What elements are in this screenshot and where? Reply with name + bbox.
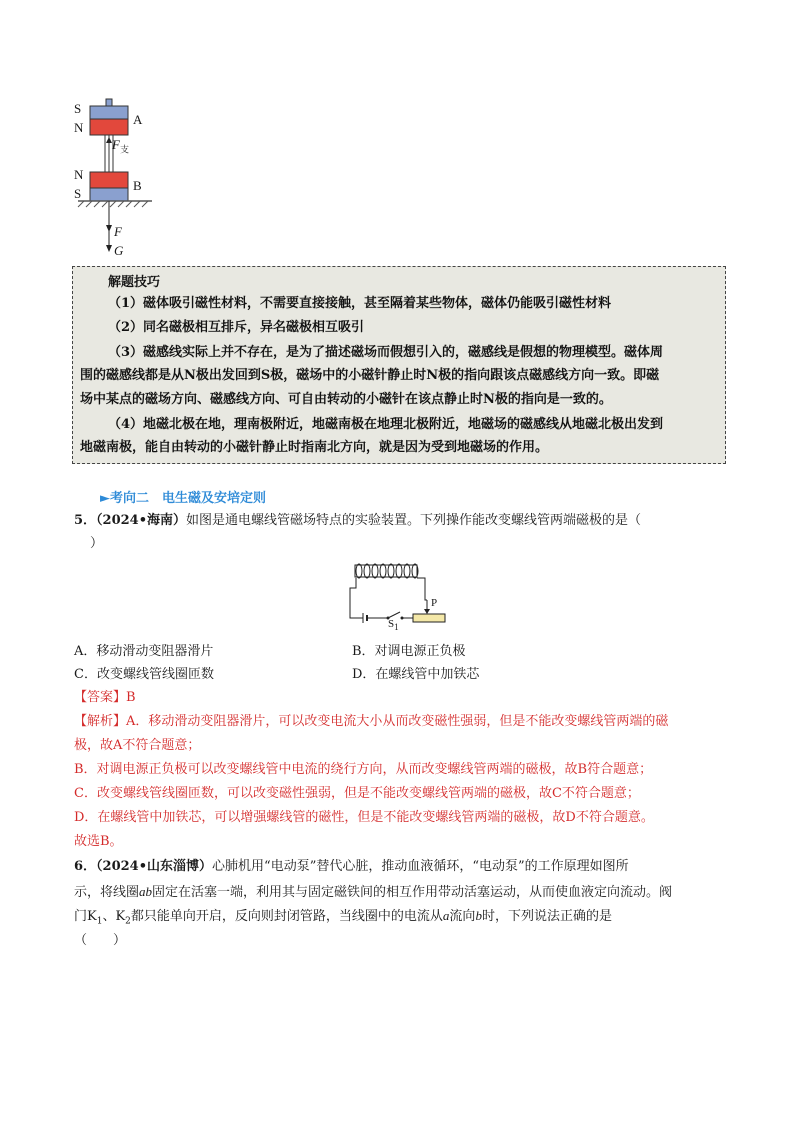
q6-line-3: 门$K_1$、$K_2$都只能单向开启，反向则封闭管路，当线圈中的电流从a流向b时，下列说法正确的是 [74, 908, 612, 927]
section-heading: ►考向二 电生磁及安培定则 [100, 491, 266, 506]
q5-stem: 5．（2024•海南）如图是通电螺线管磁场特点的实验装置。下列操作能改变螺线管两端磁极的是（ [74, 513, 642, 528]
label-g: G [114, 243, 124, 258]
magnet-b-south [90, 188, 128, 201]
label-s-top: S [74, 101, 82, 116]
tip-item-4-line-1: （4）地磁北极在地，理南极附近，地磁南极在地理北极附近，地磁场的磁感线从地磁北极出发到 [108, 417, 664, 432]
circuit-label-switch: $S_1$ [388, 618, 399, 633]
q5-answer: 【答案】B [74, 690, 136, 705]
tip-item-3-line-1: （3）磁感线实际上并不存在，是为了描述磁场而假想引入的，磁感线是假想的物理模型。磁体周 [108, 345, 664, 360]
q6-line-2: 示，将线圈ab固定在活塞一端，利用其与固定磁铁间的相互作用带动活塞运动，从而使血液定向流动。阀 [74, 884, 673, 900]
q5-stem-close: ） [90, 536, 104, 551]
q5-analysis-a-line-2: 极，故A不符合题意； [74, 738, 201, 753]
magnet-b-north [90, 172, 128, 188]
solenoid-circuit-diagram [345, 560, 465, 632]
tip-item-3-line-2: 围的磁感线都是从N极出发回到S极，磁场中的小磁针静止时N极的指向跟该点磁感线方向一致。即磁 [80, 368, 660, 383]
tip-item-4-line-2: 地磁南极，能自由转动的小磁针静止时指南北方向，就是因为受到地磁场的作用。 [80, 440, 549, 455]
circuit-label-p: P [431, 597, 438, 609]
magnet-a-south [90, 106, 128, 119]
q5-analysis-b: B．对调电源正负极可以改变螺线管中电流的绕行方向，从而改变螺线管两端的磁极，故B符合题意； [74, 762, 653, 777]
tip-item-3-line-3: 场中某点的磁场方向、磁感线方向、可自由转动的小磁针在该点静止时N极的指向是一致的。 [80, 392, 612, 407]
q6-answer-blank: （ ） [74, 933, 127, 948]
label-s-bottom: S [74, 186, 82, 201]
q5-option-d: D．在螺线管中加铁芯 [352, 667, 480, 682]
tips-title: 解题技巧 [108, 275, 161, 290]
q5-analysis-d: D．在螺线管中加铁芯，可以增强螺线管的磁性，但是不能改变螺线管两端的磁极，故D不符合题意。 [74, 810, 654, 825]
label-f-support: $F_支$ [112, 137, 129, 155]
label-f: F [114, 224, 122, 239]
q5-conclusion: 故选B。 [74, 834, 123, 849]
label-n-top: N [74, 120, 84, 135]
q5-analysis-a-line-1: 【解析】A．移动滑动变阻器滑片，可以改变电流大小从而改变磁性强弱，但是不能改变螺线管两端的磁 [74, 714, 669, 729]
q5-option-b: B．对调电源正负极 [352, 644, 466, 659]
tip-item-1: （1）磁体吸引磁性材料，不需要直接接触，甚至隔着某些物体，磁体仍能吸引磁性材料 [108, 296, 612, 311]
q5-analysis-c: C．改变螺线管线圈匝数，可以改变磁性强弱，但是不能改变螺线管两端的磁极，故C不符合题意； [74, 786, 640, 801]
label-n-bottom: N [74, 167, 84, 182]
q5-option-c: C．改变螺线管线圈匝数 [74, 667, 214, 682]
magnet-a-north [90, 119, 128, 135]
tip-item-2: （2）同名磁极相互排斥，异名磁极相互吸引 [108, 320, 365, 335]
label-b: B [133, 178, 142, 193]
q6-line-1: 6．（2024•山东淄博）心肺机用“电动泵”替代心脏，推动血液循环，“电动泵”的工作原理如图所 [74, 859, 629, 874]
q5-option-a: A．移动滑动变阻器滑片 [74, 644, 214, 659]
label-a: A [133, 112, 143, 127]
